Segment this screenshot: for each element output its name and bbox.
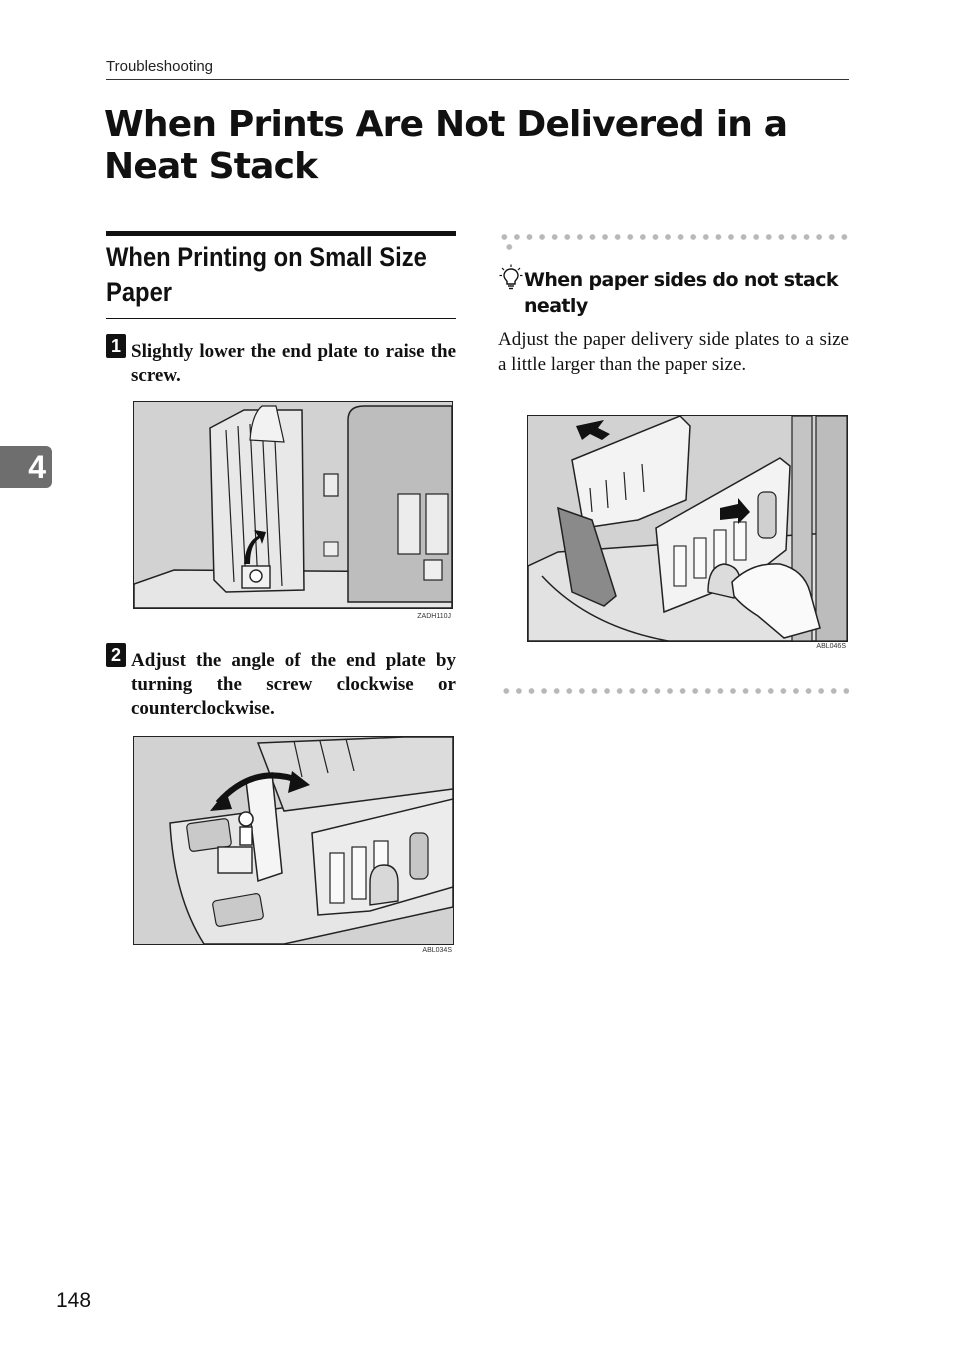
note-dotted-rule-bottom [500, 687, 849, 695]
page-title: When Prints Are Not Delivered in a Neat Stack [104, 104, 788, 187]
note-body: Adjust the paper delivery side plates to a size a little larger than the paper size. [498, 329, 849, 375]
page-number: 148 [56, 1289, 92, 1312]
step-2-figure [133, 736, 454, 945]
step-number-badge: 1 [106, 334, 126, 358]
chapter-tab: 4 [0, 446, 52, 488]
step-instruction: Adjust the angle of the end plate by turning the screw clockwise or counterclockwise. [131, 650, 456, 719]
section-title: When Printing on Small Size Paper [106, 242, 427, 307]
step-instruction: Slightly lower the end plate to raise the screw. [131, 341, 456, 386]
end-plate-screw-illustration [134, 402, 452, 608]
end-plate-angle-illustration [134, 737, 453, 944]
note-figure [527, 415, 848, 642]
note-dotted-corner [503, 243, 519, 251]
note-title: When paper sides do not stack neatly [524, 269, 838, 317]
step-number-badge: 2 [106, 643, 126, 667]
side-plates-illustration [528, 416, 847, 641]
lightbulb-icon [499, 264, 523, 290]
running-head: Troubleshooting [106, 58, 214, 75]
section-rule-bottom [106, 318, 456, 319]
figure-code: ABL034S [422, 947, 452, 954]
header-rule [106, 79, 849, 80]
note-dotted-rule-top [498, 233, 849, 241]
step-1-figure [133, 401, 453, 609]
section-rule-top [106, 231, 456, 236]
figure-code: ABL046S [816, 643, 846, 650]
figure-code: ZADH110J [417, 613, 451, 620]
